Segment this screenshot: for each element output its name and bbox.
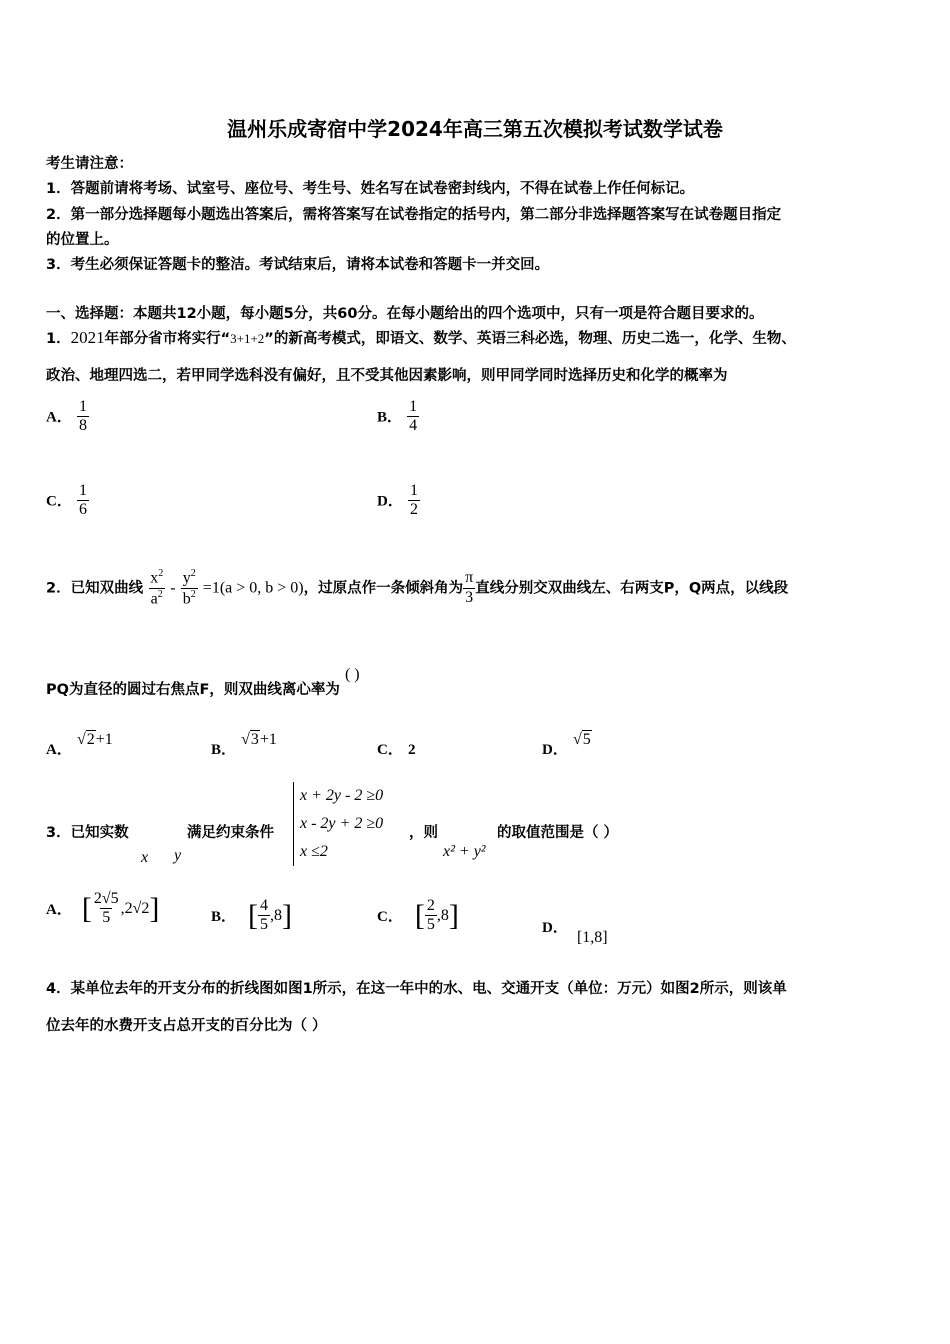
q1-line1: 1．2021年部分省市将实行“3+1+2”的新高考模式，即语文、数学、英语三科必选，物理、历史二选一，化学、生物、 [46, 328, 796, 347]
q1-option-b[interactable]: B． $\frac{1}{4}$ [377, 398, 418, 435]
fraction-y2-b2: $\frac{y^2}{b^2}$ [182, 568, 196, 608]
q1-option-a[interactable]: A． $\frac{1}{8}$ [46, 398, 87, 435]
q2-option-b[interactable]: B． √3+1 [211, 731, 277, 758]
notice-item-2: 2．第一部分选择题每小题选出答案后，需将答案写在试卷指定的括号内，第二部分非选择题答案写在试卷题目指定 [46, 207, 782, 223]
q3-option-c[interactable]: C． [ $\frac{2}{5}$ ,8 ] [377, 897, 459, 934]
constraint-3: x ≤2 [300, 843, 328, 860]
q1-option-c[interactable]: C． $\frac{1}{6}$ [46, 482, 87, 519]
fraction-x2-a2: $\frac{x^2}{a^2}$ [150, 568, 164, 608]
q3-expression: x² + y² [443, 843, 486, 860]
q2-option-c[interactable]: C． 2 [377, 742, 416, 758]
q3-var-x: x [141, 849, 149, 866]
notice-item-3: 3．考生必须保证答题卡的整洁。考试结束后，请将本试卷和答题卡一并交回。 [46, 257, 550, 273]
q2-line1: 2．已知双曲线 $\frac{x^2}{a^2}$ - $\frac{y^2}{b^2}$ =1(a > 0, b > 0)，过原点作一条倾斜角为 $\frac{\pi}{3}$ 直线分别交双曲线左、右两支P，Q两点，以线段 [46, 568, 789, 608]
q3-then: ，则 [409, 825, 438, 841]
q3-option-b[interactable]: B． [ $\frac{4}{5}$ ,8 ] [211, 897, 293, 934]
q1-number: 1． [46, 331, 71, 347]
q1-option-d[interactable]: D． $\frac{1}{2}$ [377, 482, 418, 519]
q3-tail: 的取值范围是（ ） [497, 825, 619, 841]
fraction: $\frac{1}{4}$ [409, 398, 418, 435]
q1-model: 3+1+2 [230, 331, 265, 346]
q3-option-a[interactable]: A． [ $\frac{2√5}{5}$ ,2√2 ] [46, 890, 160, 927]
q2-option-a[interactable]: A． √2+1 [46, 731, 113, 758]
q2-option-d[interactable]: D． √5 [542, 731, 591, 758]
constraint-2: x - 2y + 2 ≥0 [300, 815, 384, 832]
q4-line1: 4．某单位去年的开支分布的折线图如图1所示，在这一年中的水、电、交通开支（单位：万元）如图2所示，则该单 [46, 981, 787, 997]
q3-mid: 满足约束条件 [187, 825, 274, 841]
q1-line2: 政治、地理四选二，若甲同学选科没有偏好，且不受其他因素影响，则甲同学同时选择历史和化学的概率为 [46, 368, 728, 384]
notice-item-2-cont: 的位置上。 [46, 232, 119, 248]
notice-heading: 考生请注意： [46, 156, 133, 172]
fraction-pi-3: $\frac{\pi}{3}$ [465, 569, 474, 606]
q3-var-y: y [174, 847, 182, 864]
q3-constraint-system [293, 782, 383, 866]
q4-line2: 位去年的水费开支占总开支的百分比为（ ） [46, 1018, 327, 1034]
fraction: $\frac{1}{2}$ [409, 482, 418, 519]
page-title: 温州乐成寄宿中学2024年高三第五次模拟考试数学试卷 [227, 117, 723, 141]
q1-year: 2021 [70, 328, 105, 347]
section-heading: 一、选择题：本题共12小题，每小题5分，共60分。在每小题给出的四个选项中，只有一项是符合题目要求的。 [46, 306, 764, 322]
q2-line2: PQ为直径的圆过右焦点F，则双曲线离心率为 ( ) [46, 666, 360, 698]
constraint-1: x + 2y - 2 ≥0 [300, 787, 384, 804]
q3-option-d[interactable]: D． [1,8] [542, 920, 608, 946]
q3-lead: 3．已知实数 [46, 825, 129, 841]
notice-item-1: 1．答题前请将考场、试室号、座位号、考生号、姓名写在试卷密封线内，不得在试卷上作任何标记。 [46, 181, 695, 197]
fraction: $\frac{1}{8}$ [78, 398, 87, 435]
fraction: $\frac{1}{6}$ [78, 482, 87, 519]
